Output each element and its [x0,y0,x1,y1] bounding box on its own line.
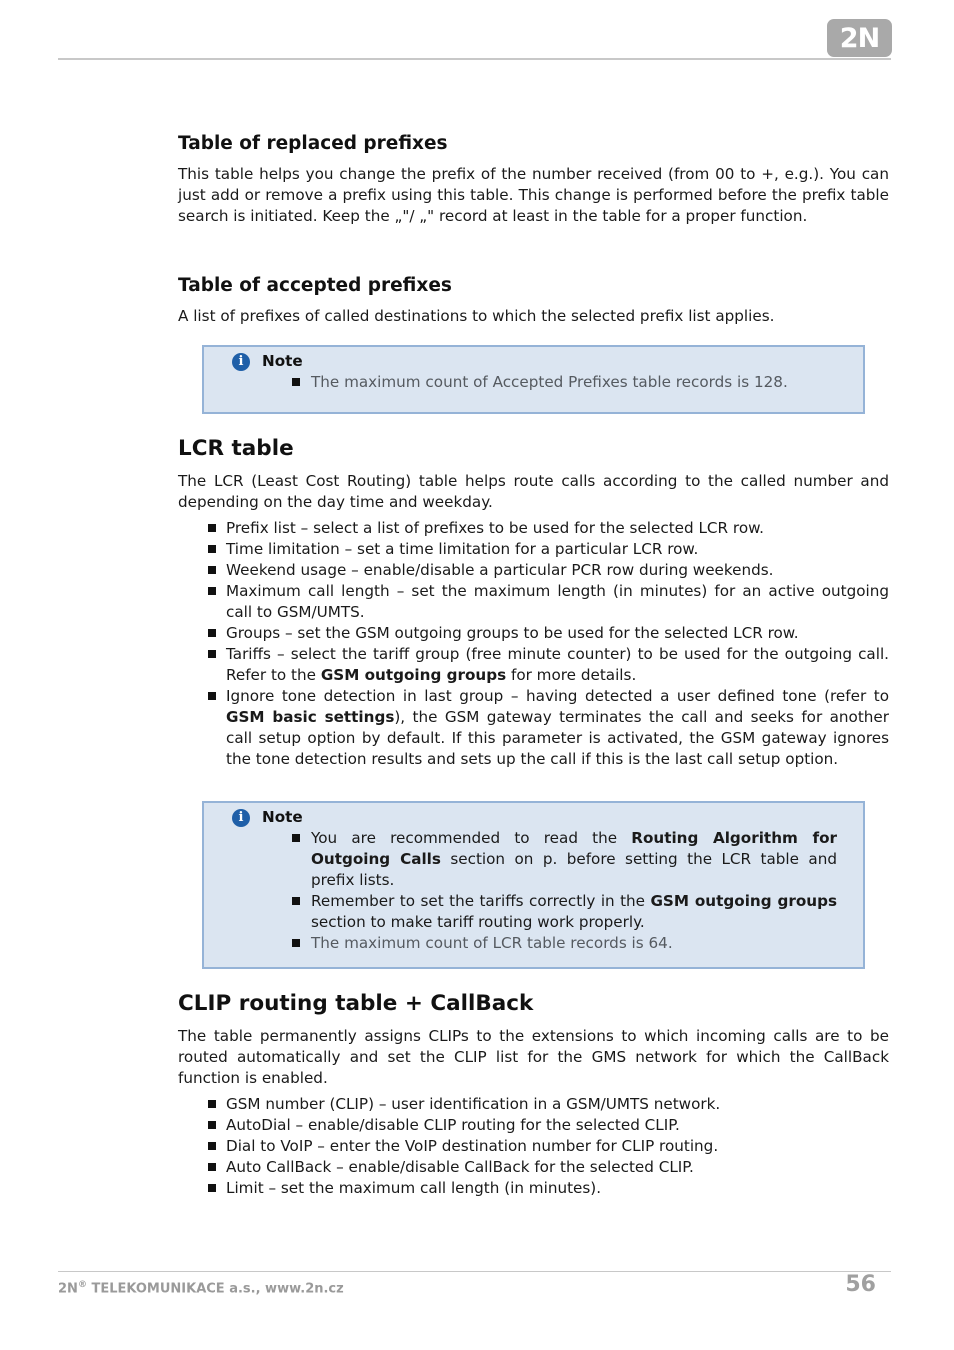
note-list [292,828,837,954]
note-header [232,351,303,372]
list-item: AutoDial – enable/disable CLIP routing for the selected CLIP. [208,1115,889,1136]
paragraph-replaced-prefixes: This table helps you change the prefix of the number received (from 00 to +, e.g.). You can just add or remove a prefix using this table. This change is performed before the prefix table search is initiated. Keep the „"/ „" record at least in the table for a proper function. [178,165,889,225]
registered-mark: ® [77,1280,87,1290]
text-run: You are recommended to read the [311,829,632,847]
list-item [208,686,889,770]
footer-company [58,1280,344,1296]
list-item: GSM number (CLIP) – user identification in a GSM/UMTS network. [208,1094,889,1115]
page-number: 56 [845,1272,876,1297]
text-run: Ignore tone detection in last group – having detected a user defined tone (refer to [226,687,889,705]
bold-ref: GSM outgoing groups [650,892,837,910]
note-box-lcr [202,801,865,969]
header-rule [58,58,891,60]
list-item: Limit – set the maximum call length (in minutes). [208,1178,889,1199]
list-item: Time limitation – set a time limitation for a particular LCR row. [208,539,889,560]
paragraph-accepted-prefixes: A list of prefixes of called destinations to which the selected prefix list applies. [178,307,775,325]
text-run: Remember to set the tariffs correctly in the [311,892,651,910]
text-run: section on p. before setting the LCR table and prefix lists. [311,850,837,889]
list-item: Weekend usage – enable/disable a particular PCR row during weekends. [208,560,889,581]
clip-bullet-list [208,1094,889,1199]
note-title: Note [262,808,303,826]
brand-logo: 2N [827,19,892,57]
info-icon: i [232,353,250,371]
list-item: Dial to VoIP – enter the VoIP destination number for CLIP routing. [208,1136,889,1157]
lcr-bullet-list [208,518,889,770]
note-item: The maximum count of Accepted Prefixes table records is 128. [292,372,837,393]
list-item: Auto CallBack – enable/disable CallBack for the selected CLIP. [208,1157,889,1178]
text-run: section to make tariff routing work properly. [311,913,645,931]
list-item [208,644,889,686]
paragraph-lcr-table: The LCR (Least Cost Routing) table helps route calls according to the called number and depending on the day time and weekday. [178,472,889,511]
bold-ref: GSM basic settings [226,708,395,726]
heading-clip-routing: CLIP routing table + CallBack [178,991,534,1016]
note-list [292,372,837,393]
note-item: The maximum count of LCR table records is 64. [292,933,837,954]
footer-rule [58,1271,891,1272]
bold-ref: GSM outgoing groups [320,666,507,684]
note-header [232,807,303,828]
note-item [292,828,837,891]
footer-brand: 2N [58,1281,78,1297]
text-run: Tariffs – select the tariff group (free minute counter) to be used for the outgoing call. Refer to the [226,645,889,684]
note-title: Note [262,352,303,370]
heading-replaced-prefixes: Table of replaced prefixes [178,133,448,154]
list-item: Groups – set the GSM outgoing groups to be used for the selected LCR row. [208,623,889,644]
list-item: Prefix list – select a list of prefixes to be used for the selected LCR row. [208,518,889,539]
info-icon: i [232,809,250,827]
text-run: ), the GSM gateway terminates the call and seeks for another call setup option by default. If this parameter is activated, the GSM gateway ignores the tone detection results and sets up the call if this is the last call setup option. [226,708,889,768]
note-item [292,891,837,933]
bold-ref: Routing Algorithm for Outgoing Calls [311,829,838,868]
heading-lcr-table: LCR table [178,436,294,461]
text-run: for more details. [506,666,637,684]
list-item: Maximum call length – set the maximum length (in minutes) for an active outgoing call to GSM/UMTS. [208,581,889,623]
paragraph-clip-routing: The table permanently assigns CLIPs to the extensions to which incoming calls are to be routed automatically and set the CLIP list for the GMS network for which the CallBack function is enabled. [178,1027,889,1087]
footer-company-text: TELEKOMUNIKACE a.s., www.2n.cz [86,1281,344,1297]
heading-accepted-prefixes: Table of accepted prefixes [178,275,452,296]
note-box-accepted [202,345,865,414]
